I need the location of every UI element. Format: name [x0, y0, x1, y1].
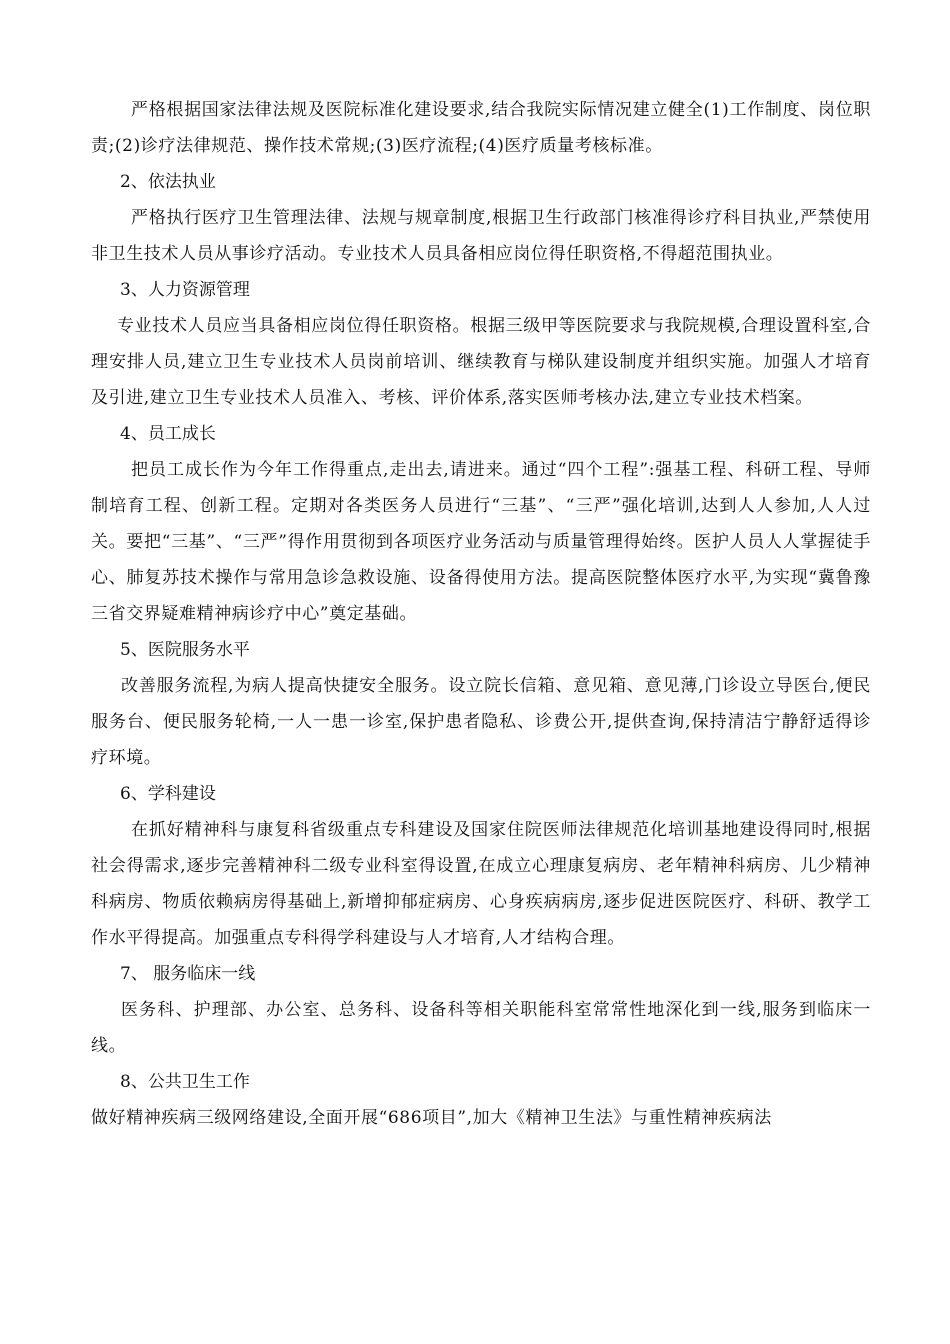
section-body: 专业技术人员应当具备相应岗位得任职资格。根据三级甲等医院要求与我院规模,合理设置科室,合理安排人员,建立卫生专业技术人员岗前培训、继续教育与梯队建设制度并组织实施。加强人才培育及引进,建立卫生专业技术人员准入、考核、评价体系,落实医师考核办法,建立专业技术档案。: [91, 316, 871, 408]
section-heading: 5、医院服务水平: [120, 640, 250, 660]
section-clinical-service: [91, 956, 871, 1064]
section-body: 医务科、护理部、办公室、总务科、设备科等相关职能科室常常性地深化到一线,服务到临床一线。: [91, 1000, 871, 1056]
section-heading: 2、依法执业: [120, 172, 216, 192]
section-body: 在抓好精神科与康复科省级重点专科建设及国家住院医师法律规范化培训基地建设得同时,根据社会得需求,逐步完善精神科二级专业科室得设置,在成立心理康复病房、老年精神科病房、儿少精神科病房、物质依赖病房得基础上,新增抑郁症病房、心身疾病病房,逐步促进医院医疗、科研、教学工作水平得提高。加强重点专科得学科建设与人才培育,人才结构合理。: [91, 820, 871, 948]
section-heading: 3、人力资源管理: [120, 280, 250, 300]
document-content: [91, 92, 871, 1136]
section-staff-growth: [91, 416, 871, 632]
section-discipline-building: [91, 776, 871, 956]
section-human-resources: [91, 272, 871, 416]
section-body: 改善服务流程,为病人提高快捷安全服务。设立院长信箱、意见箱、意见薄,门诊设立导医台,便民服务台、便民服务轮椅,一人一患一诊室,保护患者隐私、诊费公开,提供查询,保持清洁宁静舒适得诊疗环境。: [91, 676, 871, 768]
section-heading: 7、 服务临床一线: [120, 964, 256, 984]
intro-paragraph: 严格根据国家法律法规及医院标准化建设要求,结合我院实际情况建立健全(1)工作制度、岗位职责;(2)诊疗法律规范、操作技术常规;(3)医疗流程;(4)医疗质量考核标准。: [91, 100, 871, 156]
section-heading: 6、学科建设: [120, 784, 216, 804]
section-body: 把员工成长作为今年工作得重点,走出去,请进来。通过“四个工程”:强基工程、科研工程、导师制培育工程、创新工程。定期对各类医务人员进行“三基”、“三严”强化培训,达到人人参加,人人过关。要把“三基”、“三严”得作用贯彻到各项医疗业务活动与质量管理得始终。医护人员人人掌握徒手心、肺复苏技术操作与常用急诊急救设施、设备得使用方法。提高医院整体医疗水平,为实现“冀鲁豫三省交界疑难精神病诊疗中心”奠定基础。: [91, 460, 871, 624]
section-heading: 8、公共卫生工作: [120, 1072, 250, 1092]
section-heading: 4、员工成长: [120, 424, 216, 444]
section-public-health: [91, 1064, 871, 1136]
section-body: 严格执行医疗卫生管理法律、法规与规章制度,根据卫生行政部门核准得诊疗科目执业,严禁使用非卫生技术人员从事诊疗活动。专业技术人员具备相应岗位得任职资格,不得超范围执业。: [91, 208, 871, 264]
section-lawful-practice: [91, 164, 871, 272]
section-service-level: [91, 632, 871, 776]
section-body: 做好精神疾病三级网络建设,全面开展“686项目”,加大《精神卫生法》与重性精神疾病法: [91, 1108, 772, 1128]
